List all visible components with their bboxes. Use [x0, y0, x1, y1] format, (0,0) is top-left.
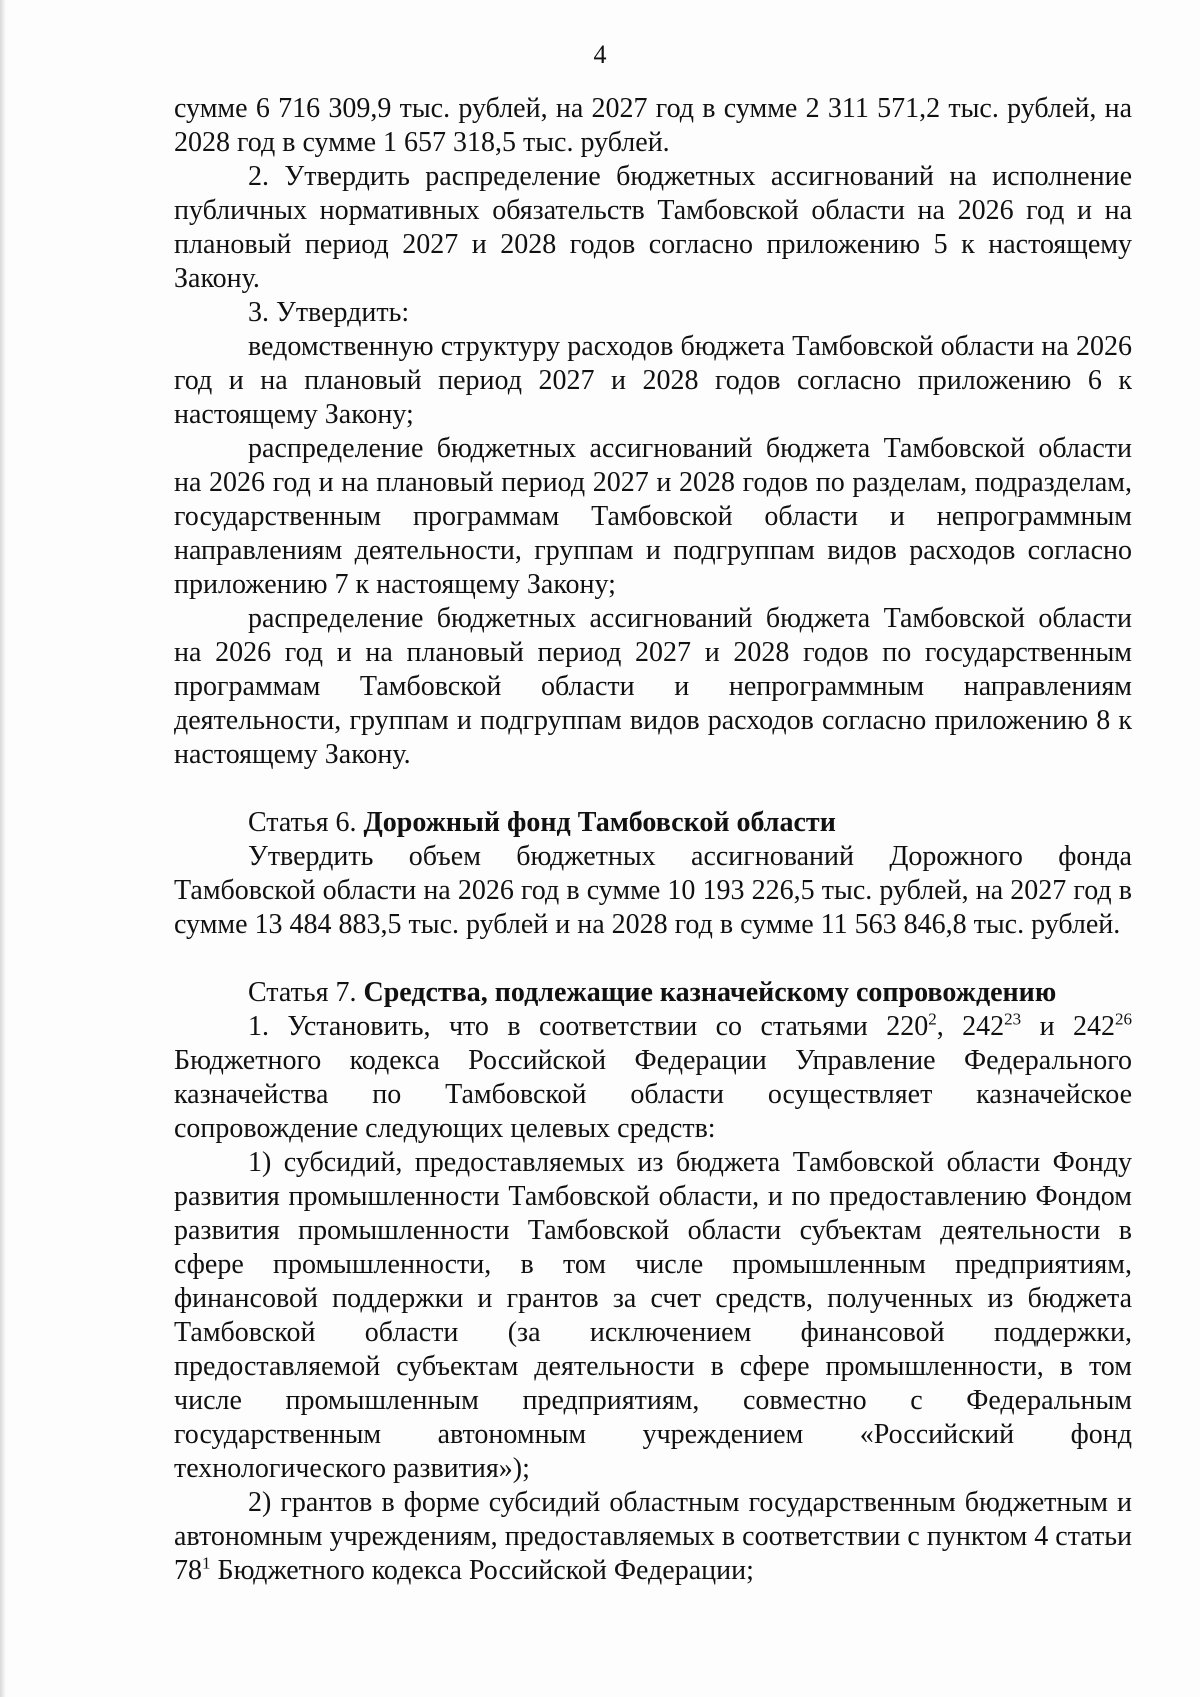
spacer [174, 772, 1132, 806]
paragraph-item-2: 2. Утвердить распределение бюджетных ассигнований на исполнение публичных нормативных обязательств Тамбовской области на 2026 год и на плановый период 2027 и 2028 годов согласно приложению 5 к настоящему Закону. [174, 161, 1132, 294]
article-6-prefix: Статья 6. [248, 807, 357, 838]
article-7-prefix: Статья 7. [248, 977, 357, 1008]
paragraph-allocation-sections: распределение бюджетных ассигнований бюджета Тамбовской области на 2026 год и на плановый период 2027 и 2028 годов по разделам, подразделам, государственным программам Тамбовской области и непрограммным направлениям деятельности, группам и подгруппам видов расходов согласно приложению 7 к настоящему Закону; [174, 433, 1132, 600]
spacer [174, 942, 1132, 976]
article-7-title: Средства, подлежащие казначейскому сопровождению [363, 977, 1057, 1008]
article-7-item-2-text-a: 2) грантов в форме субсидий областным государственным бюджетным и автономным учреждениям, предоставляемых в соответствии с пунктом 4 статьи 78 [174, 1487, 1132, 1586]
article-7-item-1: 1) субсидий, предоставляемых из бюджета Тамбовской области Фонду развития промышленности Тамбовской области, и по предоставлению Фондом развития промышленности Тамбовской области субъектам деятельности в сфере промышленности, в том числе промышленным предприятиям, финансовой поддержки и грантов за счет средств, полученных из бюджета Тамбовской области (за исключением финансовой поддержки, предоставляемой субъектам деятельности в сфере промышленности, в том числе промышленным предприятиям, совместно с Федеральным государственным автономным учреждением «Российский фонд технологического развития»); [174, 1147, 1132, 1484]
document-body [174, 92, 1132, 1588]
paragraph-departmental-structure: ведомственную структуру расходов бюджета Тамбовской области на 2026 год и на плановый период 2027 и 2028 годов согласно приложению 6 к настоящему Закону; [174, 331, 1132, 430]
article-7-p1-sup-1: 2 [928, 1009, 937, 1029]
article-7-item-2 [174, 1486, 1132, 1588]
article-7-heading [174, 976, 1132, 1010]
page-number: 4 [593, 40, 607, 69]
article-7-p1-text-d: Бюджетного кодекса Российской Федерации Управление Федерального казначейства по Тамбовской области осуществляет казначейское сопровождение следующих целевых средств: [174, 1045, 1132, 1144]
article-7-p1-text-a: 1. Установить, что в соответствии со статьями 220 [248, 1011, 929, 1042]
article-7-p1-text-b: , 242 [936, 1011, 1005, 1042]
scan-edge-shadow [0, 0, 6, 1697]
article-7-p1-sup-2: 23 [1004, 1009, 1022, 1029]
article-7-item-2-text-b: Бюджетного кодекса Российской Федерации; [210, 1555, 754, 1586]
article-6-text: Утвердить объем бюджетных ассигнований Дорожного фонда Тамбовской области на 2026 год в сумме 10 193 226,5 тыс. рублей, на 2027 год в сумме 13 484 883,5 тыс. рублей и на 2028 год в сумме 11 563 846,8 тыс. рублей. [174, 841, 1132, 940]
article-7-p1-sup-3: 26 [1115, 1009, 1133, 1029]
article-7-paragraph-1 [174, 1010, 1132, 1146]
article-6-title: Дорожный фонд Тамбовской области [363, 807, 836, 838]
article-7-p1-text-c: и 242 [1021, 1011, 1116, 1042]
paragraph-item-3: 3. Утвердить: [248, 297, 410, 328]
article-7-item-2-sup: 1 [202, 1553, 211, 1573]
paragraph-allocation-programs: распределение бюджетных ассигнований бюджета Тамбовской области на 2026 год и на плановый период 2027 и 2028 годов по государственным программам Тамбовской области и непрограммным направлениям деятельности, группам и подгруппам видов расходов согласно приложению 8 к настоящему Закону. [174, 603, 1132, 770]
article-6-heading [174, 806, 1132, 840]
paragraph-continuation: сумме 6 716 309,9 тыс. рублей, на 2027 год в сумме 2 311 571,2 тыс. рублей, на 2028 год в сумме 1 657 318,5 тыс. рублей. [174, 93, 1132, 158]
